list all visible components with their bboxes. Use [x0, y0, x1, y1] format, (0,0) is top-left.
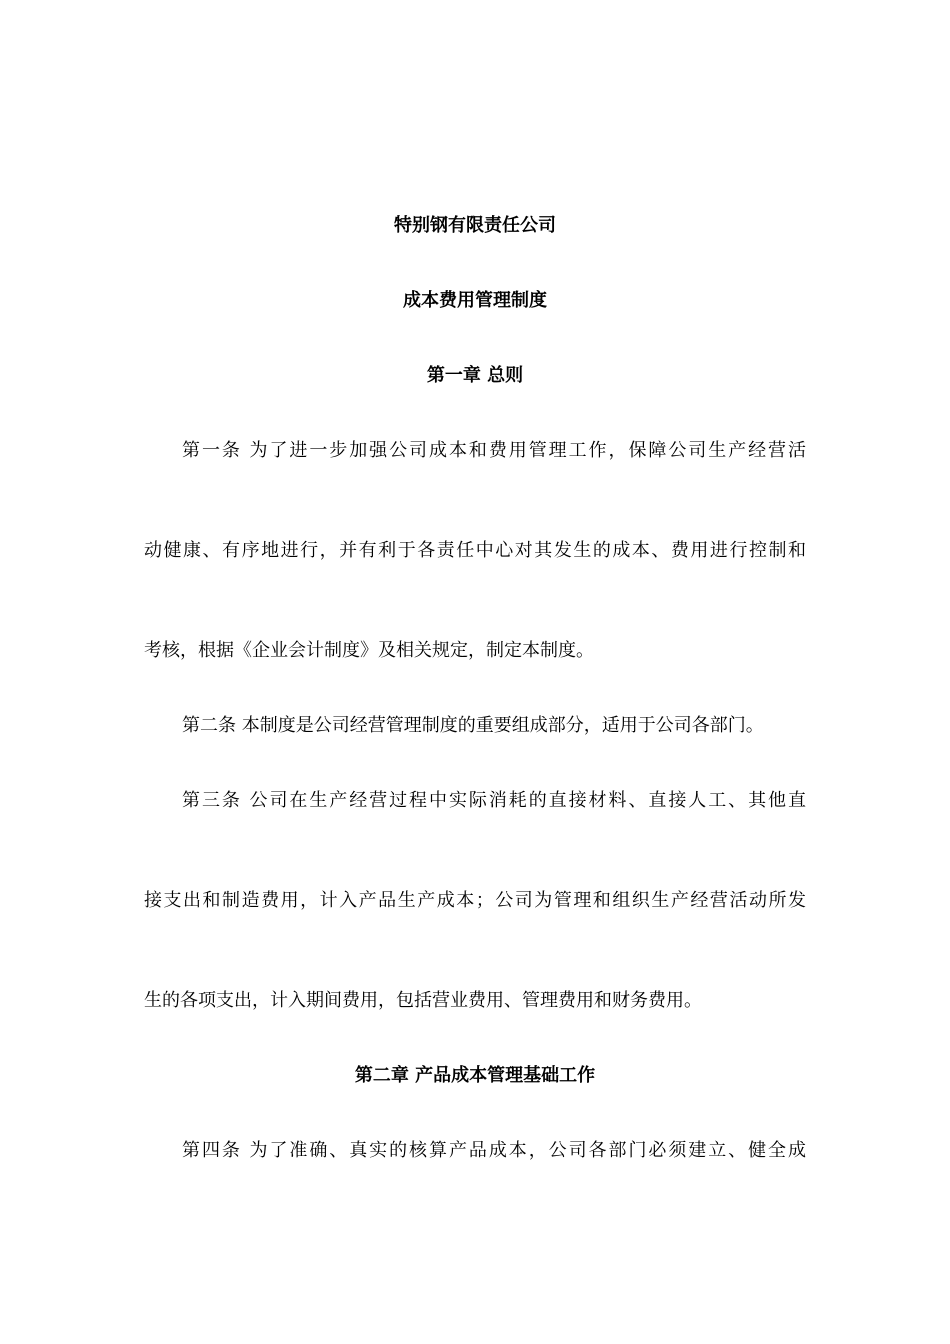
article-4-line-1: 第四条 为了准确、真实的核算产品成本，公司各部门必须建立、健全成 — [182, 1140, 806, 1161]
article-2-line-1: 第二条 本制度是公司经营管理制度的重要组成部分，适用于公司各部门。 — [182, 715, 764, 736]
article-3-line-2: 接支出和制造费用，计入产品生产成本；公司为管理和组织生产经营活动所发 — [144, 890, 806, 911]
article-3-line-1: 第三条 公司在生产经营过程中实际消耗的直接材料、直接人工、其他直 — [182, 790, 806, 811]
article-1-line-3: 考核，根据《企业会计制度》及相关规定，制定本制度。 — [144, 640, 594, 661]
chapter-2-heading: 第二章 产品成本管理基础工作 — [354, 1065, 596, 1086]
article-1-line-1: 第一条 为了进一步加强公司成本和费用管理工作，保障公司生产经营活 — [182, 440, 806, 461]
article-3-line-3: 生的各项支出，计入期间费用，包括营业费用、管理费用和财务费用。 — [144, 990, 702, 1011]
article-1-line-2: 动健康、有序地进行，并有利于各责任中心对其发生的成本、费用进行控制和 — [144, 540, 806, 561]
chapter-1-heading: 第一章 总则 — [426, 365, 524, 386]
company-name: 特别钢有限责任公司 — [394, 215, 556, 236]
document-title: 成本费用管理制度 — [403, 290, 547, 311]
